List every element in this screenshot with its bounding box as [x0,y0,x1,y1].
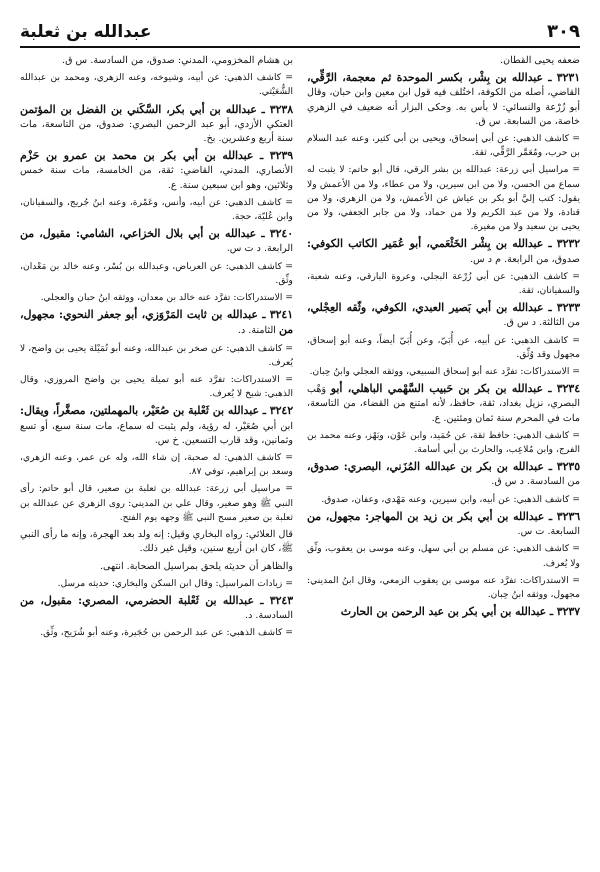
entry-heading: ٣٢٣٧ ـ عبدالله بن أبي بكر بن عبد الرحمن بن الحارث [340,605,580,619]
biography-entry [20,196,293,224]
entry-heading: ٣٢٣٦ ـ عبدالله بن أبي بكر بن زيد بن المهاجر: مجهول، من [307,509,580,523]
entry-text: = كاشف الذهبي: عن أبي زُرْعة البجلي، وعروة البارقي، وعنه شعبة، والسفيانان، ثقة. [307,270,580,297]
entry-text: = الاستدراكات: تفرَّد عنه موسى بن يعقوب الزمعي، وقال ابنُ المديني: مجهول، ووثقه ابنُ حِبان. [307,574,580,600]
biography-entry [20,308,293,338]
biography-entry [307,71,580,129]
biography-entry [20,451,293,479]
entry-text: = زيادات المراسيل: وقال ابن السكن والبخاري: حديثه مرسل. [57,577,293,589]
biography-entry [307,132,580,160]
biography-entry [307,237,580,266]
biography-entry [20,594,293,623]
entry-text: بن هشام المخزومي، المدني: صدوق، من السادسة. س ق. [62,55,293,66]
biography-entry [307,163,580,234]
biography-entry [307,510,580,539]
entry-text: الثامنة. د. [237,325,276,337]
entry-text: = كاشف الذهبي: عن أبيه، عن أُبَيّ، وعن أُبَيّ أيضاً، وعنه أبو إسحاق، مجهول وقد وُثِّق. [307,334,580,360]
text-columns [20,54,580,844]
biography-entry [20,577,293,591]
entry-heading: ٣٢٣٢ ـ عبدالله بن بِشْر الخَثْعَمي، أبو عُمَير الكاتب الكوفي: [307,237,580,251]
left-column [20,54,293,844]
entry-text: = الاستدراكات: تفرَّد عنه أبو إسحاق السبيعي، ووثقه العجلي وابنُ حِبان. [309,366,580,378]
entry-heading: ٣٢٤٣ ـ عبدالله بن ثَعْلبة الحضرمي، المصري: مقبول، من [20,593,293,607]
biography-entry [20,260,293,288]
entry-heading: ٣٢٣٥ ـ عبدالله بن بكر بن عبدالله المُزَني، البصري: صدوق، [307,460,580,474]
biography-entry [307,605,580,620]
entry-text: من الثالثة. د س ق. [503,317,580,329]
entry-heading: ٣٢٣١ ـ عبدالله بن بِشْر، بكسر الموحدة ثم معجمة، الرَّقِّي، [307,71,580,85]
biography-entry [20,103,293,147]
entry-text: = كاشف الذهبي: عن أبيه، وشيوخه، وعنه الزهري، ومحمد بن عبدالله الشُّعَيْثي. [20,72,293,98]
entry-text: السادسة. د. [245,610,293,622]
biography-entry [307,365,580,379]
biography-entry [20,528,293,556]
biography-entry [307,334,580,362]
entry-text: الرابعة. د ت س. [226,243,293,255]
entry-text: = كاشف الذهبي: عن أبي إسحاق، ويحيى بن أبي كثير، وعنه عبد السلام بن حرب، ومُعَمَّر الرَّقِّي، ثقة. [307,133,580,159]
entry-text: = كاشف الذهبي: عن أبيه، وأنس، وعَمْرة، وعنه ابنُ جُريج، والسفيانان، وابن عُليّة، حجة. [20,196,293,223]
biography-entry [20,482,293,525]
entry-text: = الاستدراكات: تفرَّد عنه خالد بن معدان، ووثقه ابنُ حبان والعجلي. [40,292,293,304]
header-rule [20,46,580,48]
biography-entry [20,373,293,401]
biography-entry [307,270,580,298]
entry-text: = كاشف الذهبي: له صحبة، إن شاء الله، وله عن عمر، وعنه الزهري، وسعد بن إبراهيم، توفي ٨٧. [20,452,293,478]
biography-entry [20,71,293,99]
entry-text: = كاشف الذهبي: عن صخر بن عبدالله، وعنه أبو تُمَيْلة يحيى بن واضح، لا يُعرف. [20,342,293,368]
page-number: ٣٠٩ [547,21,580,42]
entry-heading: ٣٢٣٨ ـ عبدالله بن أبي بكر، السَّكَني بن الفضل بن المؤتمن [20,102,293,116]
entry-text: قال العلائي: رواه البخاري وقيل: إنه ولد بعد الهجرة، وإنه ما رأى النبي ﷺ، كان ابن أربع سنين، وقيل غير ذلك. [20,529,293,555]
biography-entry [20,404,293,448]
running-title: عبدالله بن ثعلبة [20,22,152,42]
entry-text: الأنصاري، المدني، القاضي: ثقة، من الخامسة، مات سنة خمس وثلاثين، وهو ابن سبعين سنة. ع. [20,165,293,191]
entry-text: العتكي الأزدي، أبو عبد الرحمن البصري: صدوق، من التاسعة، مات سنة أربع وعشرين. بخ. [20,118,293,145]
entry-text: وَهْب البصري، نزيل بغداد، ثقة، حافظ، لأنه امتنع من القضاء، من التاسعة، مات في المحرم سنة ثمان ومئتين. ع. [307,384,580,424]
entry-heading: ٣٢٣٩ ـ عبدالله بن أبي بكر بن محمد بن عمرو بن حَزْم [20,149,293,163]
biography-entry [307,574,580,602]
page-header [20,14,580,42]
biography-entry [20,227,293,256]
entry-text: = كاشف الذهبي: عن مسلم بن أبي سهل، وعنه موسى بن يعقوب، وثِّق ولا يُعرف. [307,543,580,569]
biography-entry [307,429,580,457]
entry-heading: ٣٢٤١ ـ عبدالله بن ثابت المَرْوَزي، أبو جعفر النحوي: مجهول، من [20,308,293,337]
entry-text: = كاشف الذهبي: عن العرباض، وعبدالله بن بُسْر، وعنه خالد بن مَعْدان، وثِّق. [20,260,293,286]
biography-entry [20,54,293,68]
biography-entry [20,626,293,640]
biography-entry [20,291,293,305]
entry-text: = الاستدراكات: تفرَّد عنه أبو تميلة يحيى بن واضح المروزي، وقال الذهبي: شيخ لا يُعرف. [20,374,293,400]
entry-text: = كاشف الذهبي: حافظ ثقة، عن حُمَيد، وابن عَوْن، وبَهْز، وعنه محمد بن الفرج، وابن مُلاعِب، والحارث بن أبي أسامة. [307,429,580,456]
entry-text: = كاشف الذهبي: عن أبيه، وابن سيرين، وعنه مَهْدي، وعفان، صدوق. [321,493,580,505]
right-column [307,54,580,844]
entry-heading: ٣٢٤٢ ـ عبدالله بن ثَعْلبة بن صُعَيْر، بالمهملتين، مصغَّراً، ويقال: [20,404,293,418]
entry-text: صدوق، من الرابعة. م د س. [469,253,580,265]
entry-text: = مراسيل أبي زرعة: عبدالله بن ثعلبة بن صعير، قال أبو حاتم: رأى النبي ﷺ وهو صغير، وقال علي بن المديني: روى الزهري عن عبدالله بن ثعلبة بن صعير مسح النبي ﷺ وجهه يوم الفتح. [20,483,293,523]
entry-text: القاضي، أصله من الكوفة، اختُلف فيه قول ابن معين وابن حبان، وقال أبو زُرْعة والنسائي: لا بأس به. وحكى البزار أنه ضعيف في الزهري خاصة، من السابعة. س ق. [307,87,580,127]
biography-entry [307,54,580,68]
entry-text: من السادسة. د س ق. [491,476,580,488]
entry-heading: ٣٢٣٣ ـ عبدالله بن أبي بَصير العبدي، الكوفي، وثّقه العِجْلي، [307,301,580,315]
biography-entry [307,493,580,507]
biography-entry [307,542,580,570]
biography-entry [307,460,580,489]
entry-text: = مراسيل أبي زرعة: عبدالله بن بشر الرقي، قال أبو حاتم: لا يثبت له سماع من الحسن، ولا من ابن سيرين، ولا من عطاء، ولا من الأعمش ولا يقول: كتب إليَّ أبو بكر بن عياش عن الأعمش، ولا من الزهري، ولا من قتادة، ولا من عبد الكريم ولا من حماد، ولا من جابر الجعفي، ولا من يحيى بن سعيد ولا من مغيرة. [307,164,580,233]
entry-text: = كاشف الذهبي: عن عبد الرحمن بن حُجَيرة، وعنه أبو شُرَيح، وثِّق. [40,627,293,639]
biography-entry [307,382,580,426]
entry-text: والظاهر أن حديثه يلحق بمراسيل الصحابة. انتهى. [99,560,293,572]
entry-heading: ٣٢٣٤ ـ عبدالله بن بكر بن حَبيب السَّهْمي الباهلي، أبو [330,382,580,396]
entry-text: ضعفه يحيى القطان. [500,55,580,66]
biography-entry [20,342,293,370]
entry-text: ابن أبي صُعَيْر، له رؤية، ولم يثبت له سماع، مات سنة سبع، أو تسع وثمانين، وقد قارب التسعين. خ س. [20,420,293,446]
biography-entry [20,560,293,574]
entry-heading: ٣٢٤٠ ـ عبدالله بن أبي بلال الخزاعي، الشامي: مقبول، من [20,227,293,241]
entry-text: السابعة. ت س. [517,526,580,538]
biography-entry [307,301,580,330]
biography-entry [20,149,293,193]
